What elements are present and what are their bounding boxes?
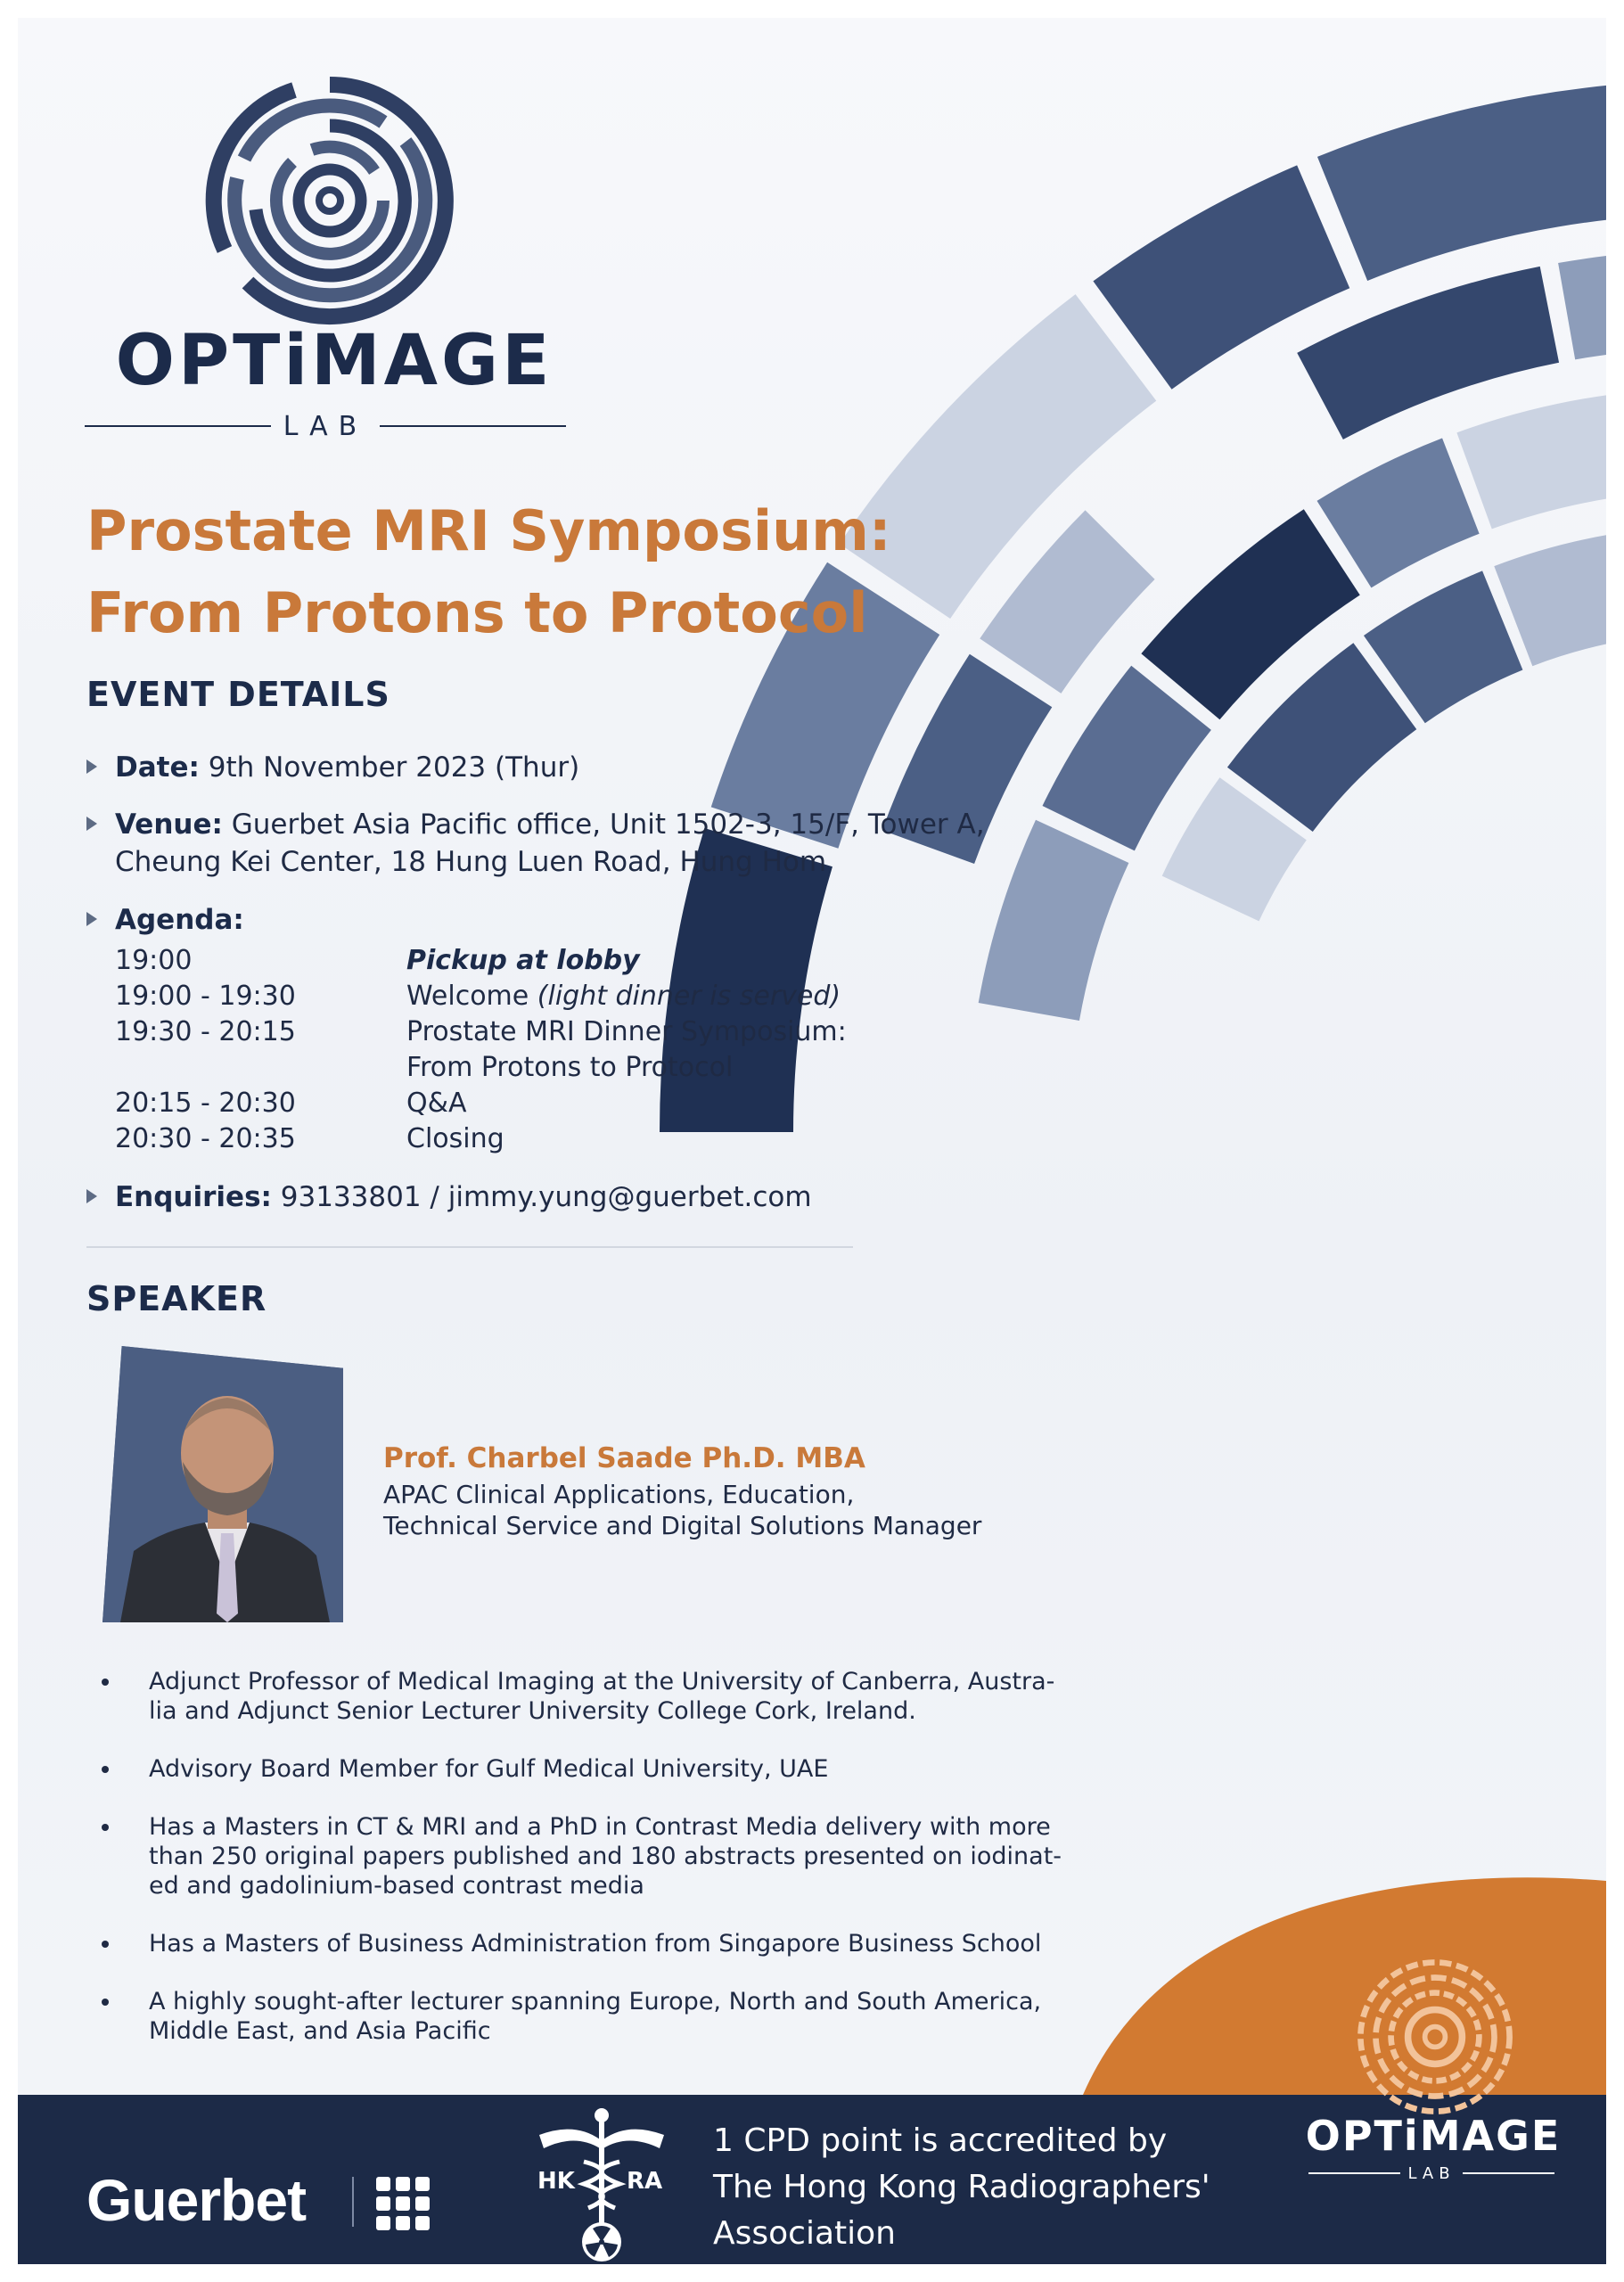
speaker-heading: SPEAKER <box>86 1279 267 1318</box>
optimage-logo-small-icon <box>1350 1952 1520 2122</box>
bullet-dot-icon <box>102 1766 109 1773</box>
agenda-row <box>115 1121 1006 1157</box>
agenda-item: Closing <box>406 1123 504 1154</box>
speaker-photo <box>103 1346 343 1622</box>
date-label: Date: <box>115 751 200 784</box>
agenda-row <box>115 943 1006 979</box>
decorative-arc-segment <box>1043 666 1211 851</box>
agenda-label: Agenda: <box>115 904 244 936</box>
bio-text: Has a Masters in CT & MRI and a PhD in Contrast Media delivery with more <box>149 1813 1051 1841</box>
divider <box>380 425 566 427</box>
agenda-row <box>115 1014 1006 1086</box>
bullet-triangle-icon <box>86 759 97 774</box>
optimage-logo-icon <box>196 67 463 334</box>
agenda-time: 20:15 - 20:30 <box>115 1088 296 1119</box>
bio-text: Has a Masters of Business Administration from Singapore Business School <box>149 1930 1042 1958</box>
bio-text: Advisory Board Member for Gulf Medical University, UAE <box>149 1755 829 1783</box>
venue-line-2: Cheung Kei Center, 18 Hung Luen Road, Hung Hom <box>115 846 827 878</box>
agenda-time: 20:30 - 20:35 <box>115 1123 296 1154</box>
footer-brand-subline <box>1308 2163 1554 2184</box>
brand-sub-label: LAB <box>283 410 368 442</box>
list-item <box>86 1929 1138 1958</box>
cpd-line-1: 1 CPD point is accredited by <box>713 2122 1168 2159</box>
divider <box>352 2177 354 2227</box>
speaker-role-line-2: Technical Service and Digital Solutions Manager <box>383 1511 982 1540</box>
date-detail <box>86 749 1058 786</box>
agenda-note: (light dinner is served) <box>537 981 841 1012</box>
speaker-name: Prof. Charbel Saade Ph.D. MBA <box>383 1442 865 1474</box>
speaker-portrait-icon <box>103 1346 343 1622</box>
event-details-heading: EVENT DETAILS <box>86 675 390 714</box>
page-title <box>86 490 1067 654</box>
bullet-dot-icon <box>102 1999 109 2006</box>
sponsor-logo: Guerbet <box>86 2167 307 2233</box>
divider <box>1308 2172 1400 2174</box>
date-value: 9th November 2023 (Thur) <box>208 751 580 784</box>
bio-text: ed and gadolinium-based contrast media <box>149 1872 644 1900</box>
agenda-detail <box>86 901 1058 939</box>
footer-brand-wordmark: OPTiMAGE <box>1305 2112 1562 2160</box>
decorative-arc-segment <box>1317 85 1606 281</box>
bullet-dot-icon <box>102 1824 109 1831</box>
hkra-right-text: RA <box>627 2168 663 2195</box>
divider <box>1463 2172 1554 2174</box>
agenda-item: Q&A <box>406 1088 467 1119</box>
agenda-time: 19:30 - 20:15 <box>115 1016 296 1047</box>
venue-label: Venue: <box>115 809 223 841</box>
section-divider <box>86 1246 853 1248</box>
bio-text: A highly sought-after lecturer spanning Europe, North and South America, <box>149 1988 1042 2015</box>
decorative-arc-segment <box>1317 439 1480 588</box>
agenda-row <box>115 1086 1006 1121</box>
agenda-time: 19:00 - 19:30 <box>115 981 296 1012</box>
agenda-item: Pickup at lobby <box>406 945 640 976</box>
enquiries-value[interactable]: 93133801 / jimmy.yung@guerbet.com <box>280 1181 812 1213</box>
bio-text: Middle East, and Asia Pacific <box>149 2017 491 2045</box>
brand-subline <box>85 408 566 444</box>
bio-text: than 250 original papers published and 180 abstracts presented on iodinat- <box>149 1843 1062 1870</box>
cpd-line-3: Association <box>713 2215 896 2252</box>
title-line-2: From Protons to Protocol <box>86 580 868 645</box>
agenda-item-line-2: From Protons to Protocol <box>406 1052 734 1083</box>
cpd-line-2: The Hong Kong Radiographers' <box>713 2169 1210 2205</box>
title-line-1: Prostate MRI Symposium: <box>86 498 891 563</box>
bullet-dot-icon <box>102 1941 109 1948</box>
list-item <box>86 1754 1138 1784</box>
bullet-triangle-icon <box>86 1189 97 1203</box>
bio-text: lia and Adjunct Senior Lecturer University College Cork, Ireland. <box>149 1697 916 1725</box>
bullet-dot-icon <box>102 1679 109 1686</box>
hkra-emblem-icon <box>521 2099 682 2264</box>
hkra-left-text: HK <box>537 2168 575 2195</box>
list-item <box>86 1812 1138 1900</box>
bio-text: Adjunct Professor of Medical Imaging at the University of Canberra, Austra- <box>149 1668 1055 1695</box>
enquiries-label: Enquiries: <box>115 1181 272 1213</box>
footer-brand-sub-label: LAB <box>1407 2163 1456 2183</box>
orange-corner-shape <box>1083 1877 1606 2095</box>
bullet-triangle-icon <box>86 817 97 831</box>
guerbet-grid-icon <box>374 2175 431 2232</box>
event-poster <box>18 18 1606 2264</box>
list-item <box>86 1667 1138 1726</box>
speaker-bio-list <box>86 1667 1138 2074</box>
decorative-arc-segment <box>1456 388 1606 529</box>
bullet-triangle-icon <box>86 912 97 926</box>
decorative-arc-segment <box>1558 250 1606 359</box>
enquiries-detail <box>86 1178 1058 1216</box>
agenda-item: Prostate MRI Dinner Symposium: <box>406 1016 847 1047</box>
agenda-item: Welcome <box>406 981 529 1012</box>
brand-wordmark: OPTiMAGE <box>115 321 554 401</box>
agenda-row <box>115 979 1006 1014</box>
speaker-role-line-1: APAC Clinical Applications, Education, <box>383 1480 855 1509</box>
agenda-time: 19:00 <box>115 945 193 976</box>
divider <box>85 425 271 427</box>
list-item <box>86 1987 1138 2046</box>
venue-detail <box>86 806 1058 881</box>
agenda-table <box>115 943 1006 1157</box>
venue-line-1: Guerbet Asia Pacific office, Unit 1502-3, 15/F, Tower A, <box>231 809 985 841</box>
